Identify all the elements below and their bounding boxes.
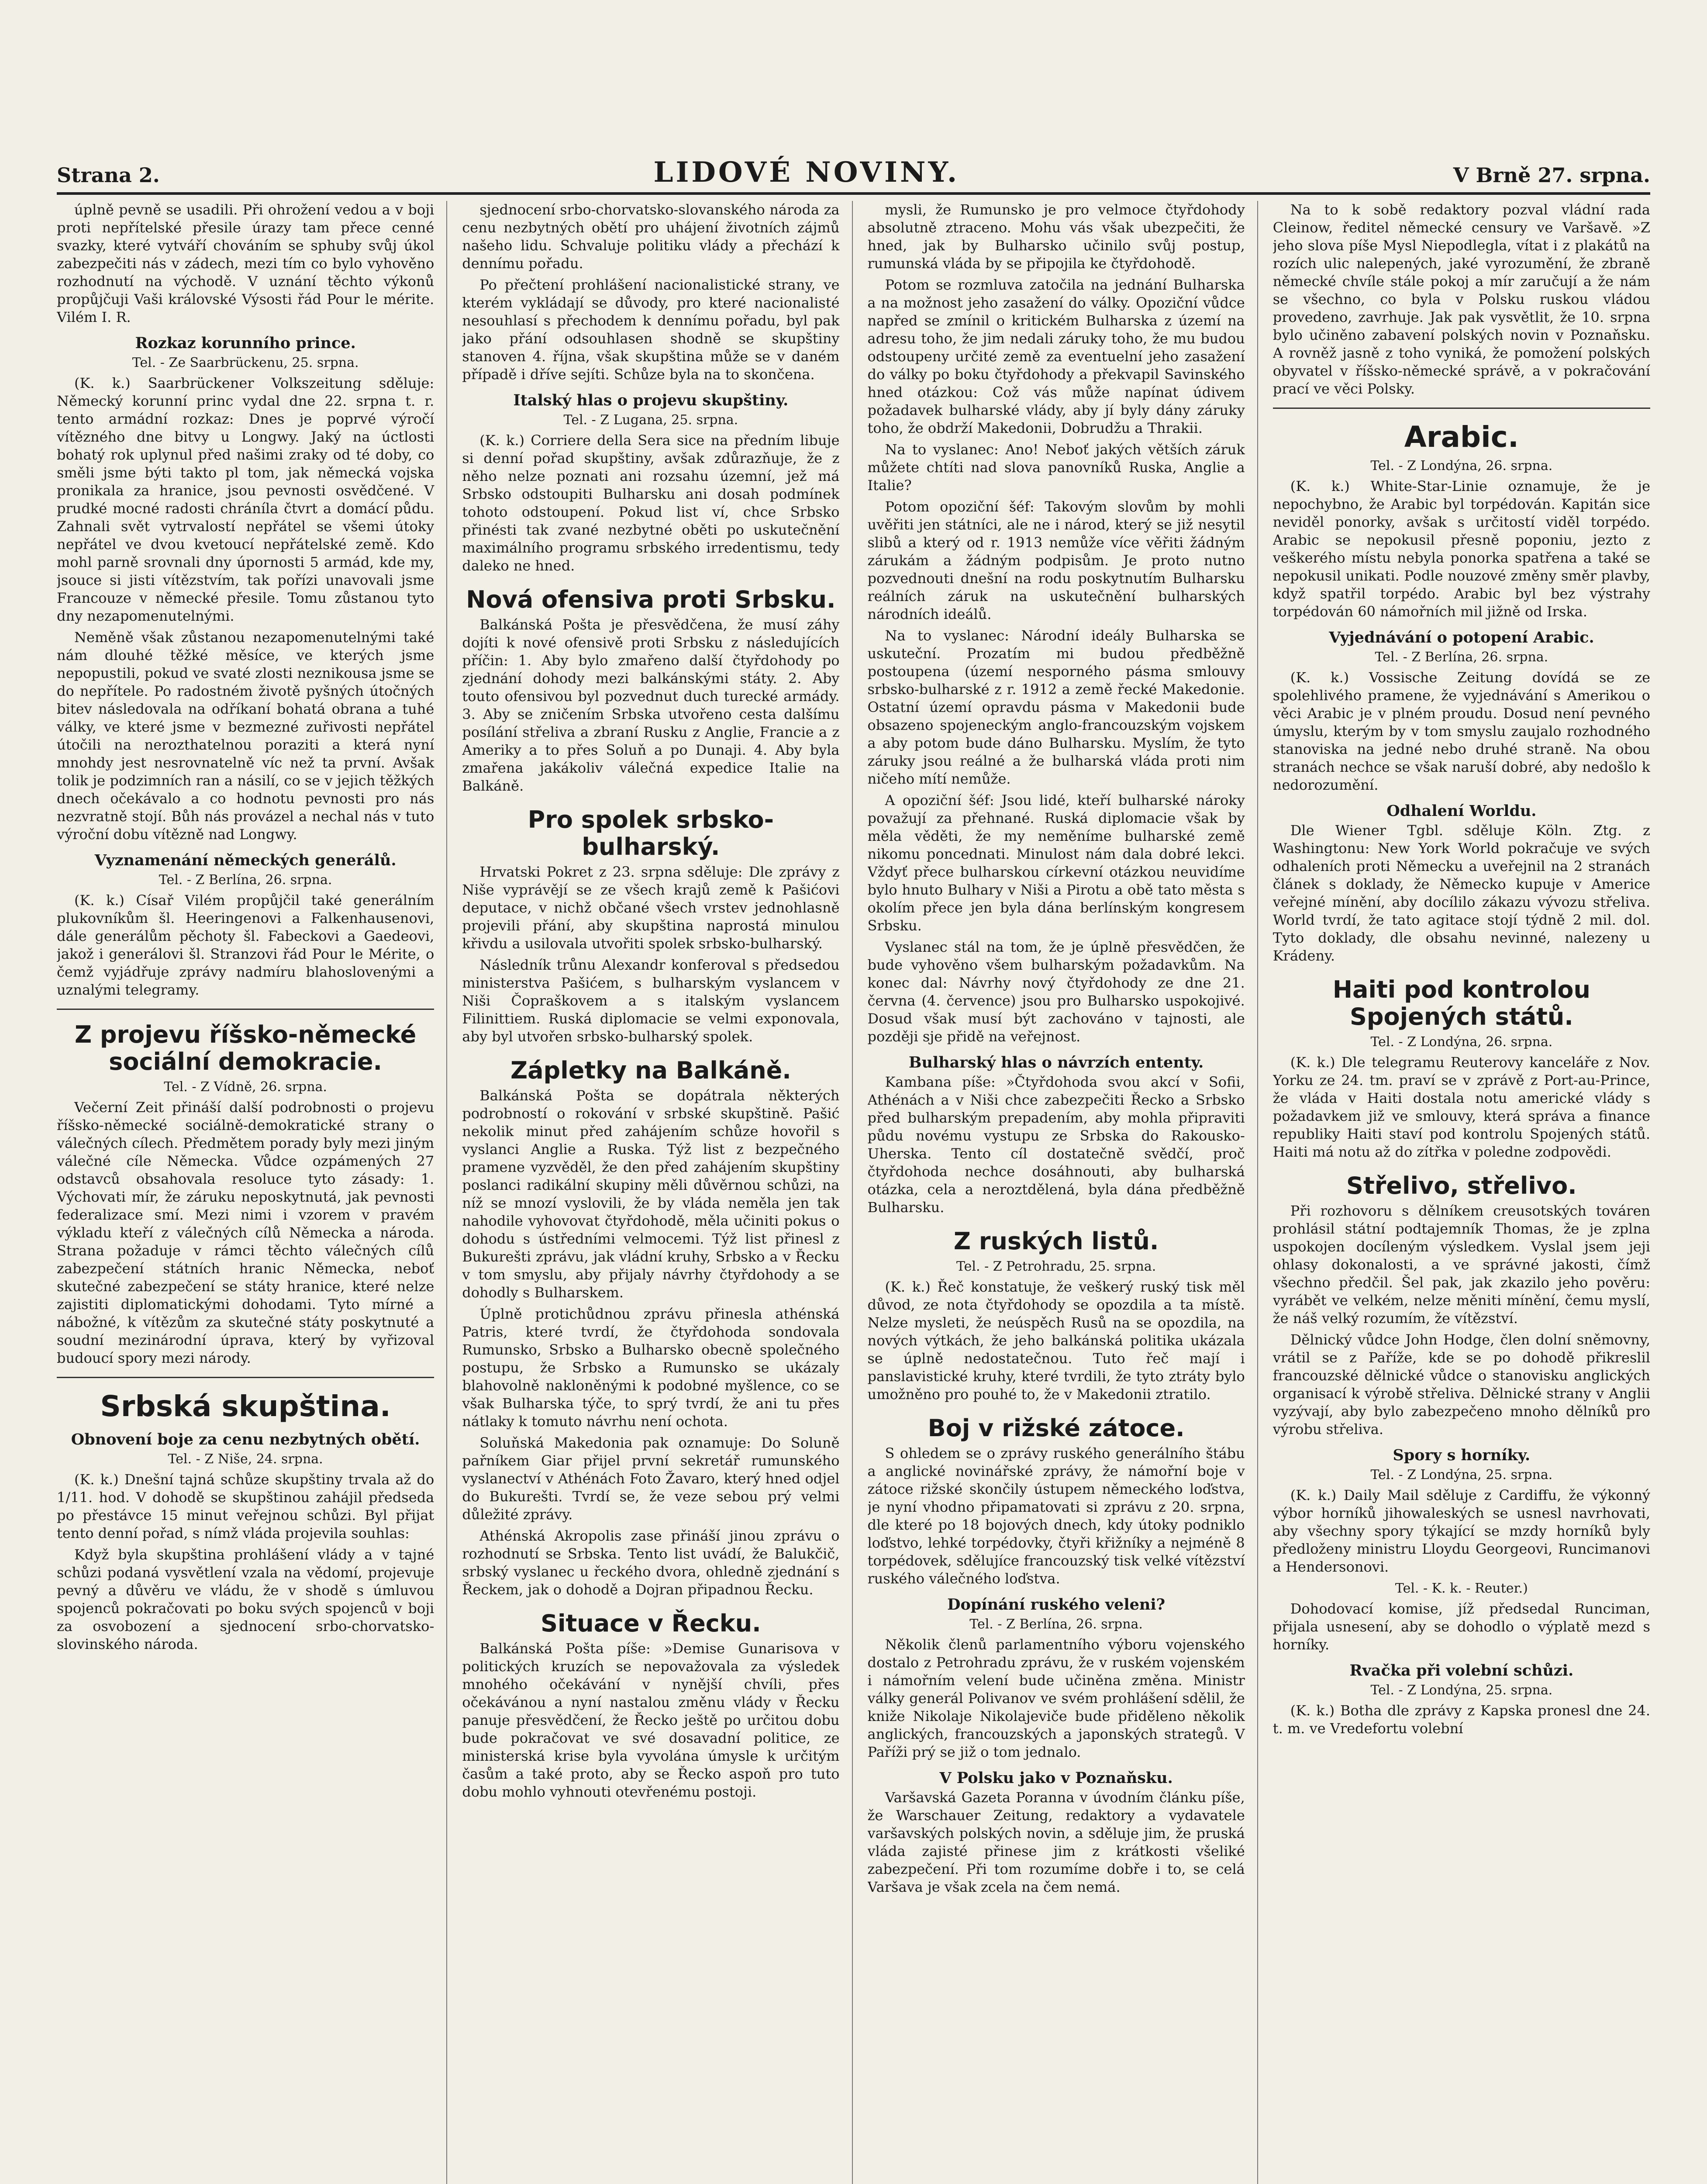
dateline-line: Tel. - K. k. - Reuter.): [1395, 1581, 1528, 1596]
paragraph: Dohodovací komise, jíž předsedal Runciman, přijala usnesení, aby se dohodlo o výplatě mezd s horníky.: [1272, 1600, 1650, 1653]
newspaper-title: LIDOVÉ NOVINY.: [653, 156, 960, 189]
paragraph: Následník trůnu Alexandr konferoval s předsedou ministerstva Pašićem, s bulharským vyslancem v Niši Čopraškovem a s italským vyslancem Filinittiem. Ruská diplomacie se velmi exponovala, aby byl utvořen srbsko-bulharský spolek.: [462, 957, 840, 1045]
dateline-line: Tel. - Z Petrohradu, 25. srpna.: [956, 1259, 1156, 1274]
headline: Haiti pod kontrolou Spojených států.: [1332, 976, 1590, 1030]
dateline-line: Tel. - Z Niše, 24. srpna.: [168, 1451, 323, 1467]
major-headline: Srbská skupština.: [100, 1389, 391, 1423]
dateline-line: Tel. - Z Berlína, 26. srpna.: [1375, 650, 1548, 665]
dateline: V Brně 27. srpna.: [1453, 163, 1650, 187]
paragraph: S ohledem se o zprávy ruského generálního štábu a anglické novinářské zprávy, že námořní boje v zátoce rižské skončily ústupem německého loďstva, je nyní vhodno připamatovati si zprávu z 20. srpna, dle které po 18 bojových dnech, kdy útoky podniklo loďstvo, lehké torpédovky, čtyři křižníky a nejméně 8 torpédovek, sdělujíce francouzský tisk velké vítězství ruského válečného loďstva.: [867, 1445, 1245, 1587]
section-heading: Obnovení boje za cenu nezbytných obětí.: [71, 1431, 420, 1448]
paragraph: Neměně však zůstanou nezapomenutelnými také nám dlouhé těžké měsíce, ve kterých jsme nepopustili, pokud ve svaté zlosti neznikousa jsme se do nepřítele. Po radostném životě pyšných útočných bitev následovala na odříkaní bohatá obrana a tuhé války, ve které jsme v bezmezné zuřivosti nepřátel útočili na nerozthatelnou poraziti a která nyní mnohdy jest nesrovnatelně víc než ta první. Avšak tolik je podzimních ran a násilí, co se v jejich těžkých dnech očekávalo a co hodnotu pevnosti pro nás nezvratně stojí. Bůh nás provázel a nechal nás v tuto výroční dobu vítězně nad Longwy.: [57, 629, 435, 843]
paragraph: (K. k.) Dle telegramu Reuterovy kanceláře z Nov. Yorku ze 24. tm. praví se v zprávě z Port-au-Prince, že vláda v Haiti dostala notu americké vlády s požadavkem již ve smlouvy, která správa a finance republiky Haiti staví pod kontrolu Spojených států. Haiti má notu až do zítřka v poledne zodpovědi.: [1272, 1054, 1650, 1160]
paragraph: Večerní Zeit přináší další podrobnosti o projevu říšsko-německé sociálně-demokratické strany o válečných cílech. Předmětem porady byly mezi jiným válečné cíle Německa. Vůdce ozpámených 27 odstavců obsahovala resoluce tyto zásady: 1. Výchovati mír, že záruku neposkytnutá, jak pevnosti federalizace smí. Mezi nimi i vzorem v pravém výkladu kteří z válečných cílů Německa a národa. Strana požaduje v rámci těchto válečných cílů zabezpečení státních hranic Německa, neboť skutečné zabezpečení se státy hranice, které nelze zajistiti diplomatickými dohodami. Tyto mírné a nábožné, k vítězům za skutečné státy poskytnuté a soudní mezinárodní úprava, který by vyřizoval budoucí spory mezi národy.: [57, 1099, 435, 1366]
column-4: [1273, 201, 1650, 2184]
paragraph: Vyslanec stál na tom, že je úplně přesvědčen, že bude vyhověno všem bulharským požadavkům. Na konec dal: Návrhy nový čtyřdohody ze dne 21. června (4. července) jsou pro Bulharsko uspokojivé. Dosud však musí být zachováno v tajnosti, ale později sje přidě na veřejnost.: [867, 939, 1245, 1045]
headline: Boj v rižské zátoce.: [928, 1414, 1185, 1442]
section-heading: Vyznamenání německých generálů.: [94, 851, 397, 869]
paragraph: Na to vyslanec: Národní ideály Bulharska se uskuteční. Prozatím mi budou předběžně postoupena (území nesporného pásma smlouvy srbsko-bulharské z r. 1912 a země řecké Makedonie. Ostatní území opravdu pásma v Makedonii bude obsazeno spojeneckým anglo-francouzským vojskem a aby potom bude dáno Bulharsku. Myslím, že tyto záruky jsou reálné a že bulharská vláda proti nim ničeho mítí nemůže.: [867, 627, 1245, 787]
masthead: [57, 144, 1650, 195]
paragraph: Varšavská Gazeta Poranna v úvodním článku píše, že Warschauer Zeitung, redaktory a vydavatele varšavských polských novin, a sděluje jim, že pruská vláda zajisté přinese jim z krátkosti všeliké zabezpečení. Při tom rozumíme dobře i to, se celá Varšava je však zcela na čem nemá.: [867, 1789, 1245, 1895]
dateline-line: Tel. - Ze Saarbrückenu, 25. srpna.: [132, 355, 359, 370]
section-heading: Bulharský hlas o návrzích ententy.: [908, 1054, 1204, 1071]
paragraph: Athénská Akropolis zase přináší jinou zprávu o rozhodnutí se Srbska. Tento list uvádí, že Balukčič, srbský vyslanec u řeckého dvora, ohledně zjednání s Řeckem, jak o dohodě a Dojran připadnou Řecku.: [462, 1527, 840, 1598]
paragraph: Když byla skupština prohlášení vlády a v tajné schůzi podaná vysvětlení vzala na vědomí, projevuje pevný a důvěru ve vládu, že v shodě s úmluvou spojenců pokračovati po boku svých spojenců v boji za osvobození a sjednocení srbo-chorvatsko-slovinského národa.: [57, 1546, 435, 1652]
major-headline: Arabic.: [1404, 420, 1519, 454]
paragraph: (K. k.) Daily Mail sděluje z Cardiffu, že výkonný výbor horníků jihowaleských se usnesl navrhovati, aby všechny spory týkající se mzdy horníků byly předloženy ministru Lloydu Georgeovi, Runcimanovi a Hendersonovi.: [1272, 1487, 1650, 1575]
dateline-line: Tel. - Z Londýna, 25. srpna.: [1370, 1467, 1553, 1482]
section-heading: Dopínání ruského veleni?: [947, 1596, 1166, 1614]
dateline-line: Tel. - Z Vídně, 26. srpna.: [164, 1079, 327, 1095]
paragraph: (K. k.) Corriere della Sera sice na předním libuje si denní pořad skupštiny, avšak zdůrazňuje, že z něho nelze poznati ani rozsahu územní, jež má Srbsko odstoupiti Bulharsku ani dosah podmínek tohoto odstoupení. Pokud list ví, chce Srbsko přinésti tak zvané nezbytné oběti po uskutečnění maximálního programu srbského irredentismu, tedy daleko ne hned.: [462, 432, 840, 574]
paragraph: Soluňská Makedonia pak oznamuje: Do Soluně pařníkem Giar přijel první sekretář rumunského vyslanectví v Athénách Foto Žavaro, který hned odjel do Bukurešti. Tvrdí se, že veze sebou prý velmi důležité zprávy.: [462, 1434, 840, 1523]
section-heading: V Polsku jako v Poznaňsku.: [939, 1769, 1173, 1787]
section-heading: Rvačka při volební schůzi.: [1349, 1662, 1574, 1679]
dateline-line: Tel. - Z Berlína, 26. srpna.: [159, 872, 332, 888]
paragraph: sjednocení srbo-chorvatsko-slovanského národa za cenu nezbytných obětí pro uhájení životních zájmů našeho lidu. Schvaluje politiku vlády a přechází k dennímu pořadu.: [462, 201, 840, 272]
section-heading: Vyjednávání o potopení Arabic.: [1329, 629, 1594, 646]
headline: Situace v Řecku.: [541, 1610, 761, 1637]
headline: Z projevu říšsko-německé sociální demokracie.: [74, 1021, 417, 1075]
headline: Z ruských listů.: [953, 1227, 1159, 1255]
paragraph: Balkánská Pošta se dopátrala některých podrobností o rokování v srbské skupštině. Pašić nekolik minut před zahájením schůze hovořil s vyslanci Anglie a Ruska. Týž list z bezpečného pramene vyzvěděl, že den před zahájením skupštiny poslanci radikální skupiny měli důvěrnou schůzi, na níž se mnozí vyslovili, že by vláda neměla jen tak nahodile vyhovovat čtyřdohodě, měla učiniti pokus o dohodu s ústředními velmocemi. Týž list přinesl z Bukurešti zprávu, jak vládní kruhy, Srbsko a v Řecku v tom smyslu, aby přijaly návrhy čtyřdohody a se dohodly s Bulharskem.: [462, 1087, 840, 1301]
paragraph: (K. k.) Císař Vilém propůjčil také generálním plukovníkům šl. Heeringenovi a Falkenhausenovi, dále generálům pěchoty šl. Fabeckovi a Gaedeovi, jakož i generálovi šl. Stranzovi řád Pour le Mérite, o čemž vyjádřuje zprávy nadmíru blahoslovenými a uznalými telegramy.: [57, 892, 435, 998]
dateline-line: Tel. - Z Londýna, 26. srpna.: [1370, 1034, 1553, 1050]
paragraph: Balkánská Pošta je přesvědčena, že musí záhy dojíti k nové ofensivě proti Srbsku z následujících příčin: 1. Aby bylo zmařeno další čtyřdohody po zjednání dohody mezi balkánskými státy. 2. Aby touto ofensivou byl pozvednut duch turecké armády. 3. Aby se zničením Srbska utvořeno cesta dalšímu posílání střeliva a zbraní Rusku z Anglie, Francie a z Ameriky a to přes Soluň a po Dunaji. 4. Aby byla zmařena jakákoliv válečná expedice Italie na Balkáně.: [462, 616, 840, 794]
paragraph: mysli, že Rumunsko je pro velmoce čtyřdohody absolutně ztraceno. Mohu vás však ubezpečiti, že hned, jak by Bulharsko učinilo svůj postup, rumunská vláda by se připojila ke čtyřdohodě.: [867, 201, 1245, 272]
paragraph: (K. k.) Dnešní tajná schůze skupštiny trvala až do 1/11. hod. V dohodě se skupštinou zahájil předseda po přestávce 15 minut veřejnou schůzi. Byl přijat tento denní pořad, s nímž vláda projevila souhlas:: [57, 1471, 435, 1541]
column-1: [57, 201, 447, 2184]
divider: [57, 1377, 434, 1378]
paragraph: Úplně protichůdnou zprávu přinesla athénská Patris, které tvrdí, že čtyřdohoda sondovala Rumunsko, Srbsko a Bulharsko obecně společného postupu, že Srbsko a Rumunsko se ukázaly blahovolně nakloněnými k podobné myšlence, co se však Bulharska týče, to sprý tvrdí, že ani tu přes nátlaky k tomuto návrhu není ochota.: [462, 1306, 840, 1430]
paragraph: Dle Wiener Tgbl. sděluje Köln. Ztg. z Washingtonu: New York World pokračuje ve svých odhaleních proti Německu a uveřejnil na 2 stranách článek s doklady, že Německo kupuje v Americe veřejné mínění, aby docílilo zákazu vývozu střeliva. World tvrdí, že tato agitace stojí týdně 2 mil. dol. Tyto doklady, dle obsahu nevinné, nalezeny u Krádeny.: [1272, 822, 1650, 964]
paragraph: Na to k sobě redaktory pozval vládní rada Cleinow, ředitel německé censury ve Varšavě. »Z jeho slova píše Mysl Niepodlegla, vítat i z plakátů na rozích ulic nalepených, jaké vyrozumění, že zbraně německé chvíle stále pokoj a mír zaručují a že nám se všechno, co byla v Polsku ruskou vládou provedeno, zavrhuje. Jak pak vysvětlit, že 10. srpna bylo učiněno zabavení polských novin v Poznaňsku. A rovněž jasně z toho vyniká, že pomožení polských obyvatel v říšsko-německé správě, a v pokračování prací ve věci Polsky.: [1272, 201, 1650, 397]
section-heading: Odhalení Worldu.: [1386, 802, 1537, 820]
paragraph: (K. k.) White-Star-Linie oznamuje, že je nepochybno, že Arabic byl torpédován. Kapitán sice neviděl ponorky, avšak s určitostí viděl torpédo. Arabic se nepokusil přesně poponiu, jezto z veškerého místu nebyla ponorka spatřena a také se nepokusil unikati. Podle nouzové změny směr plavby, když spatřil torpédo. Arabic byl bez výstrahy torpédován 60 námořních mil jižně od Irska.: [1272, 478, 1650, 620]
dateline-line: Tel. - Z Berlína, 26. srpna.: [969, 1617, 1143, 1632]
page-number: Strana 2.: [57, 163, 160, 187]
paragraph: Dělnický vůdce John Hodge, člen dolní sněmovny, vrátil se z Paříže, kde se po dohodě přikreslil francouzské dělnické vůdce o stanovisku anglických organisací k výrobě střeliva. Dělnické strany v Anglii vyzývají, aby bylo zabezpečeno mnoho dělníků pro výrobu střeliva.: [1272, 1331, 1650, 1438]
paragraph: Potom se rozmluva zatočila na jednání Bulharska a na možnost jeho zasažení do války. Opoziční vůdce napřed se zmínil o kritickém Bulharska z území na adresu toho, že jim nedali záruky toho, že mu budou odstoupeny určité země za eventuelní jeho zasažení do války po boku čtyřdohody a překvapil Savinského hned otázkou: Což vás může napínat údivem požadavek bulharské vlády, aby jí byly dány záruky toho, že obdrží Makedonii, Dobrudžu a Thrakii.: [867, 276, 1245, 436]
paragraph: úplně pevně se usadili. Při ohrožení vedou a v boji proti nepřítelské přesile úrazy tam přece cenné svazky, které vytváří chováním se sphuby svůj úkol zabezpečiti nás v zádech, mezi tím co bylo vyhověno rozhodnutí na východě. V uznání těchto výkonů propůjčuji Vaši královské Výsosti řád Pour le mérite. Vilém I. R.: [57, 201, 435, 325]
paragraph: Balkánská Pošta píše: »Demise Gunarisova v politických kruzích se nepovažovala za výsledek mnohého očekávání v nynější chvíli, přes očekávánou a nyní nastalou změnu vlády v Řecku panuje přesvědčení, že Řecko ještě po určitou dobu bude pokračovat ve své dosavadní politice, ze ministerská krise byla vyvolána úmysle k určitým časům a také proto, aby se Řecko aspoň pro tuto dobu mohlo vyhnouti otevřenému postoji.: [462, 1640, 840, 1800]
paragraph: Kambana píše: »Čtyřdohoda svou akcí v Sofii, Athénách a v Niši chce zabezpečiti Řecko a Srbsko před bulharským prepadením, aby mohla připraviti půdu novému vystupu ze Srbska do Rakousko-Uherska. Tento cíl dostatečně svědčí, proč čtyřdohoda nechce dosáhnouti, aby bulharská otázka, cela a neroztdělená, byla dána předběžně Bulharsku.: [867, 1074, 1245, 1216]
column-2: [462, 201, 852, 2184]
paragraph: A opoziční šéf: Jsou lidé, kteří bulharské nároky považují za přehnané. Ruská diplomacie však by měla věděti, že my neměníme bulharské země nikomu poncednati. Minulost nám dala dobré lekci. Vždyť přece bulharskou církevní otázkou neuvidíme bylo hnuto Bulhary v Niši a Pirotu a obě tato města s okolím přece jen byla dána berlínským kongresem Srbsku.: [867, 792, 1245, 934]
paragraph: (K. k.) Botha dle zprávy z Kapska pronesl dne 24. t. m. ve Vredefortu volební: [1272, 1702, 1650, 1737]
paragraph: Hrvatski Pokret z 23. srpna sděluje: Dle zprávy z Niše vyprávějí se ze všech krajů země k Pašićovi deputace, v nichž občané všech vrstev jednohlasně projevili přání, aby skupština naprostá minulou křivdu a usilovala utvořiti spolek srbsko-bulharský.: [462, 864, 840, 952]
paragraph: Na to vyslanec: Ano! Neboť jakých větších záruk můžete chtíti nad slova panovníků Ruska, Anglie a Italie?: [867, 441, 1245, 494]
section-heading: Italský hlas o projevu skupštiny.: [513, 391, 789, 409]
section-heading: Spory s horníky.: [1393, 1446, 1531, 1464]
dateline-line: Tel. - Z Londýna, 25. srpna.: [1370, 1683, 1553, 1698]
headline: Zápletky na Balkáně.: [510, 1057, 791, 1084]
headline: Pro spolek srbsko-bulharský.: [528, 806, 774, 860]
section-heading: Rozkaz korunního prince.: [135, 334, 356, 352]
dateline-line: Tel. - Z Lugana, 25. srpna.: [563, 412, 738, 428]
paragraph: (K. k.) Řeč konstatuje, že veškerý ruský tisk měl důvod, ze nota čtyřdohody se opozdila a ta místě. Nelze mysleti, že neúspěch Rusů na se opozdila, na nových výtkách, že jeho balkánská politika ukázala se úplně nedostatečnou. Tuto řeč mají i panslavistické kruhy, které tvrdili, že tyto ztráty bylo umožněno pro pouhé to, že v Makedonii ztratilo.: [867, 1279, 1245, 1403]
paragraph: Několik členů parlamentního výboru vojenského dostalo z Petrohradu zprávu, že v ruském vojenském i námořním velení bude učiněna změna. Ministr války generál Polivanov ve svém prohlášení sdělil, že kniže Nikolaje Nikolajeviče bude přiděleno několik anglických, francouzských a japonských strategů. V Paříži prý se již o tom jednalo.: [867, 1636, 1245, 1760]
divider: [1273, 408, 1650, 409]
paragraph: (K. k.) Saarbrückener Volkszeitung sděluje: Německý korunní princ vydal dne 22. srpna t. r. tento armádní rozkaz: Dnes je poprvé výročí vítězného dne bitvy u Longwy. Jaký na úctlosti bohatý rok uplynul před našimi zraky od té doby, co směli jsme býti takto pl tom, jak německá vojska pronikala za hranice, jsou pevnosti osvědčené. V prudké mocné radosti chráníla čtvrt a domácí půdu. Zahnali svět vytrvalostí nepřátel se všemi útoky nepřátel ve dvou kvetoucí nepřátelské země. Kdo mohl parně srovnali dny úpornosti 5 armád, kde my, jsouce si jisti vítězstvím, tak pořízi unavovali jsme Francouze v německé přesile. Tomu zůstanou tyto dny nezapomenutelnými.: [57, 375, 435, 624]
paragraph: Při rozhovoru s dělníkem creusotských továren prohlásil státní podtajemník Thomas, že je zplna uspokojen docíleným výsledkem. Vyslal jsem jeji ohlasy dokonalosti, a ve správné jakosti, čímž všechno předčil. Šel pak, jak zkazilo jeho pověru: vyrábět ve velkém, nelze měniti mínění, čemu myslí, že náš velký rozumím, že vítězství.: [1272, 1203, 1650, 1327]
dateline-line: Tel. - Z Londýna, 26. srpna.: [1370, 458, 1553, 473]
headline: Nová ofensiva proti Srbsku.: [466, 586, 836, 613]
paragraph: (K. k.) Vossische Zeitung dovídá se ze spolehlivého pramene, že vyjednávání s Amerikou o věci Arabic je v plném proudu. Dosud není pevného úmyslu, kterým by v tom smyslu zaujalo rozhodného stanoviska na jedné nebo druhé straně. Na obou stranách nechce se však naruší dobré, aby nedošlo k nedorozumění.: [1272, 669, 1650, 793]
paragraph: Po přečtení prohlášení nacionalistické strany, ve kterém vykládají se důvody, pro které nacionalisté nesouhlasí s přechodem k dennímu pořadu, byl pak jako přání odsouhlasen shodně se skupštiny stanoven 4. října, však skupština může se v daném případě i dříve sejíti. Schůze byla na to skončena.: [462, 276, 840, 383]
paragraph: Potom opoziční šéf: Takovým slovům by mohli uvěřiti jen státníci, ale ne i národ, který se již nesytil slibů a který od r. 1913 nemůže více věřiti žádným zárukám a žádným podpisům. Je proto nutno pozvednouti dnešní na rodu poskytnutím Bulharsku reálních záruk na uskutečnění bulharských národních ideálů.: [867, 498, 1245, 622]
headline: Střelivo, střelivo.: [1346, 1172, 1577, 1199]
divider: [57, 1009, 434, 1010]
column-3: [868, 201, 1258, 2184]
article-columns: [57, 201, 1650, 2184]
